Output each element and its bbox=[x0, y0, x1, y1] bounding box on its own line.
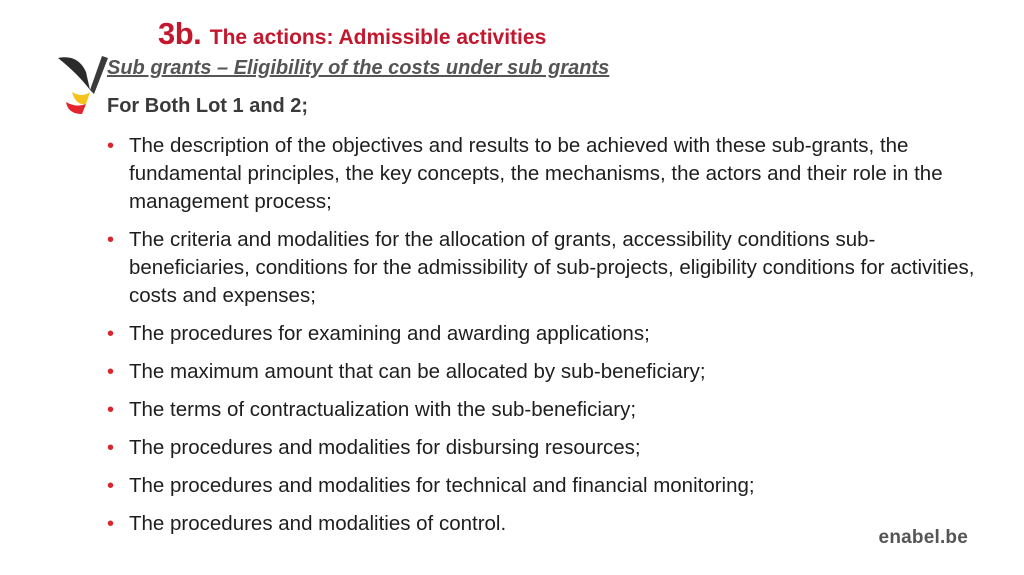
title-text: The actions: Admissible activities bbox=[209, 26, 547, 49]
bullet-icon: • bbox=[107, 475, 115, 497]
lot-heading: For Both Lot 1 and 2; bbox=[107, 95, 309, 117]
logo-yellow-wing bbox=[72, 92, 90, 104]
logo-dark-stroke bbox=[90, 56, 108, 94]
enabel-logo-icon bbox=[56, 52, 112, 118]
list-item bbox=[107, 226, 987, 310]
title-number: 3b. bbox=[158, 16, 202, 51]
bullet-text: The procedures and modalities of control. bbox=[129, 512, 507, 535]
list-item bbox=[107, 396, 987, 424]
bullet-icon: • bbox=[107, 229, 115, 251]
bullet-list bbox=[107, 132, 987, 548]
footer-url: enabel.be bbox=[878, 527, 968, 548]
list-item bbox=[107, 472, 987, 500]
list-item bbox=[107, 510, 987, 538]
bullet-icon: • bbox=[107, 135, 115, 157]
list-item bbox=[107, 358, 987, 386]
bullet-text: The terms of contractualization with the sub-beneficiary; bbox=[129, 398, 637, 421]
bullet-text: The procedures for examining and awarding applications; bbox=[129, 322, 650, 345]
slide-title bbox=[158, 16, 546, 52]
slide-subtitle: Sub grants – Eligibility of the costs under sub grants bbox=[107, 57, 610, 79]
bullet-icon: • bbox=[107, 437, 115, 459]
list-item bbox=[107, 434, 987, 462]
bullet-text: The procedures and modalities for technical and financial monitoring; bbox=[129, 474, 755, 497]
logo-dark-wing bbox=[58, 57, 90, 90]
bullet-icon: • bbox=[107, 323, 115, 345]
bullet-icon: • bbox=[107, 399, 115, 421]
bullet-icon: • bbox=[107, 513, 115, 535]
bullet-text: The criteria and modalities for the allocation of grants, accessibility conditions sub-beneficiaries, conditions for the admissibility of sub-projects, eligibility conditions for activities, costs and expenses; bbox=[129, 228, 975, 307]
bullet-text: The maximum amount that can be allocated by sub-beneficiary; bbox=[129, 360, 706, 383]
list-item bbox=[107, 320, 987, 348]
list-item bbox=[107, 132, 987, 216]
bullet-text: The procedures and modalities for disbursing resources; bbox=[129, 436, 641, 459]
bullet-text: The description of the objectives and results to be achieved with these sub-grants, the fundamental principles, the key concepts, the mechanisms, the actors and their role in the management process; bbox=[129, 134, 943, 213]
bullet-icon: • bbox=[107, 361, 115, 383]
